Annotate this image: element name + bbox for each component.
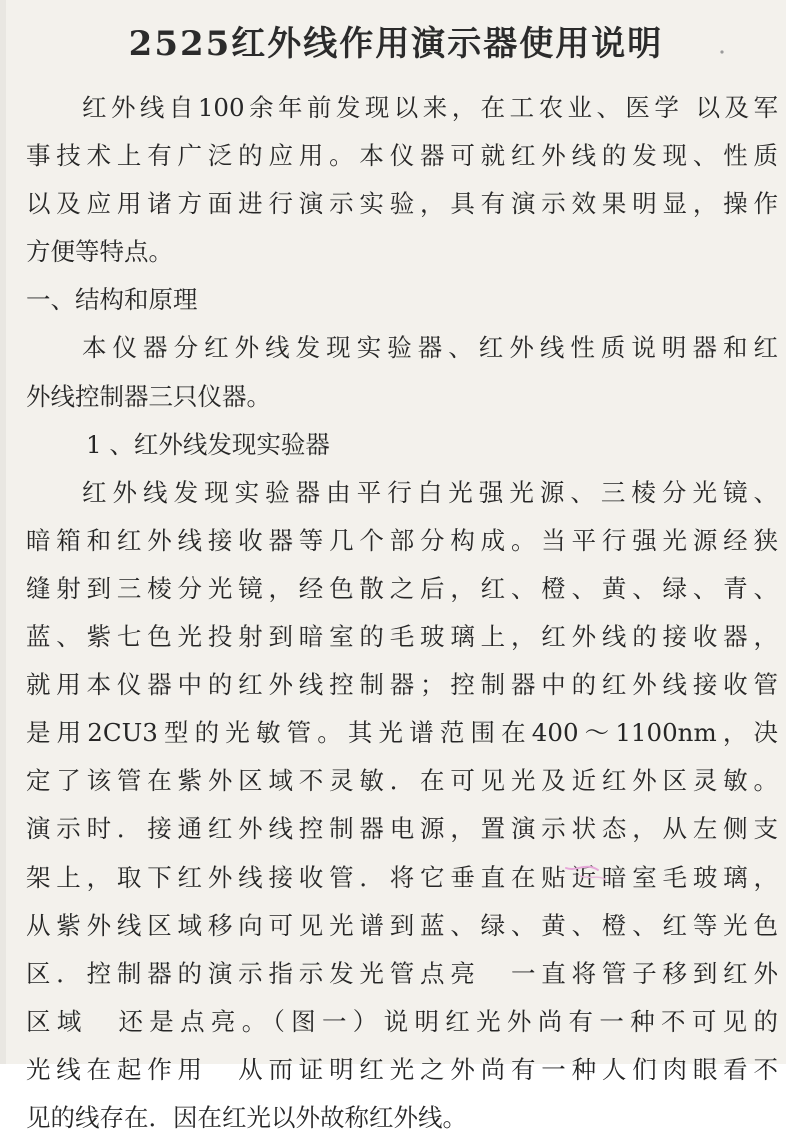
text-line: 红外线自100余年前发现以来，在工农业、医学 以及军 <box>82 93 778 122</box>
text-line: 外线控制器三只仪器。 <box>26 381 271 411</box>
text-line: 蓝、紫七色光投射到暗室的毛玻璃上，红外线的接收器， <box>26 622 778 652</box>
text-line: 以及应用诸方面进行演示实验，具有演示效果明显，操作 <box>26 189 778 219</box>
text-line: 1 、红外线发现实验器 <box>86 429 330 459</box>
text-line: 暗箱和红外线接收器等几个部分构成。当平行强光源经狭 <box>26 525 778 555</box>
text-line: 定了该管在紫外区域不灵敏．在可见光及近红外区灵敏。 <box>26 766 778 796</box>
text-line: 事技术上有广泛的应用。本仪器可就红外线的发现、性质 <box>26 141 778 171</box>
text-line: 从紫外线区域移向可见光谱到蓝、绿、黄、橙、红等光色 <box>26 910 778 940</box>
text-line: 是用2CU3型的光敏管。其光谱范围在400～1100nm，决 <box>26 718 778 748</box>
text-line: 方便等特点。 <box>26 237 173 267</box>
text-line: 一、结构和原理 <box>26 285 198 315</box>
text-line: 缝射到三棱分光镜，经色散之后，红、橙、黄、绿、青、 <box>26 573 778 603</box>
document-title: 2525红外线作用演示器使用说明 <box>128 24 664 64</box>
text-line: 本仪器分红外线发现实验器、红外线性质说明器和红 <box>82 333 778 363</box>
text-line: 演示时．接通红外线控制器电源，置演示状态，从左侧支 <box>26 814 778 844</box>
text-line: 就用本仪器中的红外线控制器；控制器中的红外线接收管 <box>26 670 778 700</box>
text-line: 见的线存在．因在红光以外故称红外线。 <box>26 1102 467 1132</box>
text-line: 区．控制器的演示指示发光管点亮 一直将管子移到红外 <box>26 958 778 988</box>
text-line: 光线在起作用 从而证明红光之外尚有一种人们肉眼看不 <box>26 1054 778 1084</box>
document-body <box>26 84 778 1142</box>
text-line: 架上，取下红外线接收管．将它垂直在贴近暗室毛玻璃， <box>26 862 778 892</box>
text-line: 区域 还是点亮。（图一）说明红光外尚有一种不可见的 <box>26 1006 778 1036</box>
text-line: 红外线发现实验器由平行白光强光源、三棱分光镜、 <box>82 477 778 507</box>
